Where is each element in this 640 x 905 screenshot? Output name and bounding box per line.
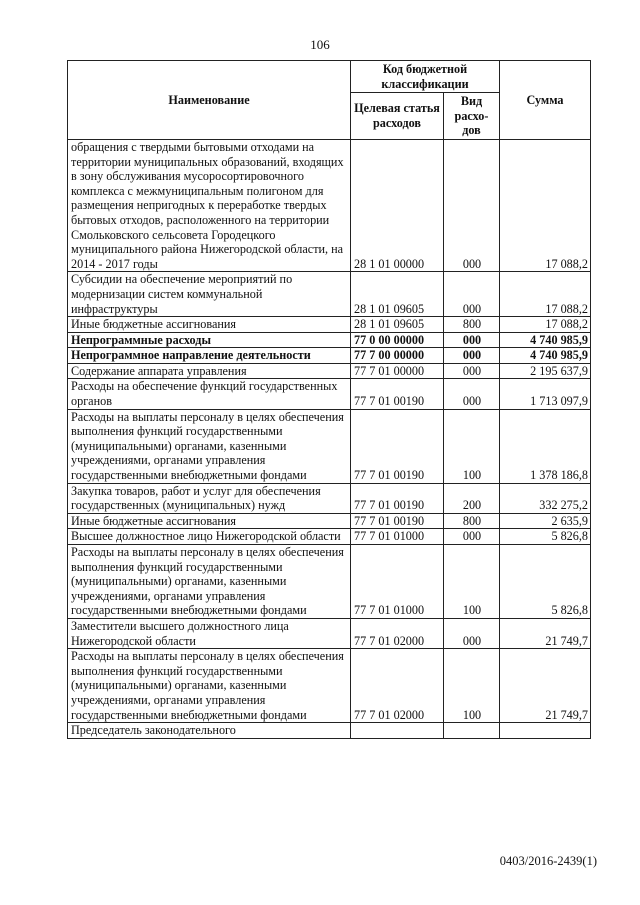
table-row (68, 139, 591, 271)
row-target-code: 77 7 01 00190 (351, 409, 444, 483)
row-name: Расходы на обеспечение функций государственных органов (68, 379, 351, 409)
row-sum: 17 088,2 (500, 272, 591, 317)
row-target-code: 77 7 00 00000 (351, 348, 444, 364)
table-row (68, 272, 591, 317)
row-name: Расходы на выплаты персоналу в целях обеспечения выполнения функций государственными (муниципальными) органами, казенными учреждениями, органами управления государственными внебюджетными фондами (68, 545, 351, 619)
row-sum: 21 749,7 (500, 649, 591, 723)
row-sum: 4 740 985,9 (500, 332, 591, 348)
row-name: Высшее должностное лицо Нижегородской области (68, 529, 351, 545)
table-row (68, 618, 591, 648)
row-target-code (351, 723, 444, 739)
row-expense-type: 100 (444, 545, 500, 619)
page-number: 106 (310, 37, 330, 52)
row-sum: 1 378 186,8 (500, 409, 591, 483)
row-expense-type: 200 (444, 483, 500, 513)
row-expense-type: 800 (444, 513, 500, 529)
row-expense-type: 800 (444, 317, 500, 333)
row-expense-type: 000 (444, 618, 500, 648)
row-target-code: 28 1 01 09605 (351, 317, 444, 333)
table-row (68, 545, 591, 619)
table-row (68, 332, 591, 348)
row-name: Непрограммные расходы (68, 332, 351, 348)
row-expense-type (444, 723, 500, 739)
row-expense-type: 000 (444, 529, 500, 545)
row-sum: 4 740 985,9 (500, 348, 591, 364)
table-row (68, 379, 591, 409)
row-sum: 17 088,2 (500, 139, 591, 271)
row-target-code: 77 7 01 01000 (351, 545, 444, 619)
row-expense-type: 000 (444, 332, 500, 348)
row-target-code: 77 7 01 02000 (351, 618, 444, 648)
table-row (68, 513, 591, 529)
row-target-code: 77 7 01 00190 (351, 379, 444, 409)
row-target-code: 77 7 01 00190 (351, 483, 444, 513)
row-expense-type: 000 (444, 379, 500, 409)
row-expense-type: 000 (444, 272, 500, 317)
row-name: Содержание аппарата управления (68, 363, 351, 379)
table-row (68, 483, 591, 513)
row-target-code: 77 0 00 00000 (351, 332, 444, 348)
row-expense-type: 100 (444, 409, 500, 483)
row-name: Председатель законодательного (68, 723, 351, 739)
row-name: Заместители высшего должностного лица Нижегородской области (68, 618, 351, 648)
row-target-code: 28 1 01 09605 (351, 272, 444, 317)
row-target-code: 77 7 01 01000 (351, 529, 444, 545)
row-expense-type: 000 (444, 139, 500, 271)
row-target-code: 77 7 01 00190 (351, 513, 444, 529)
row-expense-type: 000 (444, 363, 500, 379)
row-sum: 332 275,2 (500, 483, 591, 513)
row-target-code: 77 7 01 00000 (351, 363, 444, 379)
row-name: Иные бюджетные ассигнования (68, 513, 351, 529)
table-row (68, 649, 591, 723)
row-sum: 21 749,7 (500, 618, 591, 648)
row-sum: 2 635,9 (500, 513, 591, 529)
row-target-code: 77 7 01 02000 (351, 649, 444, 723)
table-row (68, 529, 591, 545)
table-row (68, 409, 591, 483)
row-name: обращения с твердыми бытовыми отходами на территории муниципальных образований, входящих в зону обслуживания мусоросортировочного комплекса с межмуниципальным полигоном для размещения непригодных к переработке твердых бытовых отходов, расположенного на территории Смольковского сельсовета Городецкого муниципального района Нижегородской области, на 2014 - 2017 годы (68, 139, 351, 271)
row-sum: 2 195 637,9 (500, 363, 591, 379)
row-sum: 5 826,8 (500, 529, 591, 545)
table-row (68, 317, 591, 333)
row-sum (500, 723, 591, 739)
row-name: Закупка товаров, работ и услуг для обеспечения государственных (муниципальных) нужд (68, 483, 351, 513)
row-name: Субсидии на обеспечение мероприятий по модернизации систем коммунальной инфраструктуры (68, 272, 351, 317)
row-name: Расходы на выплаты персоналу в целях обеспечения выполнения функций государственными (муниципальными) органами, казенными учреждениями, органами управления государственными внебюджетными фондами (68, 409, 351, 483)
row-sum: 17 088,2 (500, 317, 591, 333)
row-name: Непрограммное направление деятельности (68, 348, 351, 364)
row-name: Иные бюджетные ассигнования (68, 317, 351, 333)
header-row-1 (68, 61, 591, 93)
header-target: Целевая статья расходов (351, 93, 444, 140)
header-sum: Сумма (500, 61, 591, 140)
table-body (68, 139, 591, 738)
budget-table (67, 60, 591, 739)
row-target-code: 28 1 01 00000 (351, 139, 444, 271)
table-row (68, 723, 591, 739)
row-name: Расходы на выплаты персоналу в целях обеспечения выполнения функций государственными (муниципальными) органами, казенными учреждениями, органами управления государственными внебюджетными фондами (68, 649, 351, 723)
table-row (68, 348, 591, 364)
table-row (68, 363, 591, 379)
row-expense-type: 100 (444, 649, 500, 723)
header-type: Вид расхо-дов (444, 93, 500, 140)
row-sum: 1 713 097,9 (500, 379, 591, 409)
header-name: Наименование (68, 61, 351, 140)
document-code: 0403/2016-2439(1) (499, 854, 597, 868)
header-code-group: Код бюджетной классификации (351, 61, 500, 93)
row-sum: 5 826,8 (500, 545, 591, 619)
row-expense-type: 000 (444, 348, 500, 364)
